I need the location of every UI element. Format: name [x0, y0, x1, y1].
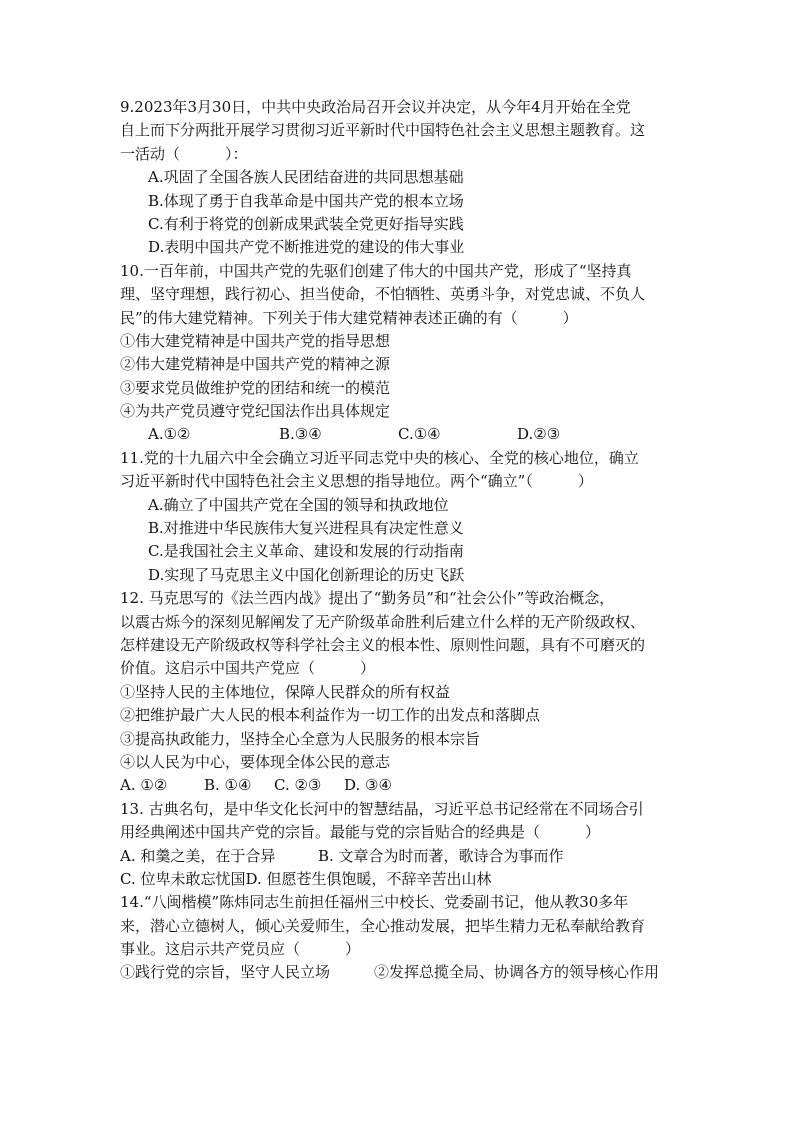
question-12-item-1: ①坚持人民的主体地位，保障人民群众的所有权益 — [120, 682, 451, 701]
question-11-stem-line: 习近平新时代中国特色社会主义思想的指导地位。两个“确立”（ ） — [120, 472, 593, 491]
question-9-stem-line: 自上而下分两批开展学习贯彻习近平新时代中国特色社会主义思想主题教育。这 — [120, 121, 646, 140]
question-12-item-3: ③提高执政能力，坚持全心全意为人民服务的根本宗旨 — [120, 729, 481, 748]
question-11-option-c: C.是我国社会主义革命、建设和发展的行动指南 — [148, 542, 464, 561]
question-13 — [120, 798, 680, 892]
question-10-item-1: ①伟大建党精神是中国共产党的指导思想 — [120, 331, 391, 350]
question-14 — [120, 891, 680, 985]
question-10-item-2: ②伟大建党精神是中国共产党的精神之源 — [120, 355, 391, 374]
question-9-stem-line: 9.2023年3月30日，中共中央政治局召开会议并决定，从今年4月开始在全党 — [120, 98, 631, 116]
question-10-choice-b: B.③④ — [279, 425, 322, 444]
question-13-choices-row — [120, 845, 680, 868]
question-10-choice-a: A.①② — [148, 425, 191, 444]
question-10-choice-c: C.①④ — [398, 425, 441, 444]
question-9-option-b: B.体现了勇于自我革命是中国共产党的根本立场 — [148, 191, 464, 210]
question-10-stem-line: 民”的伟大建党精神。下列关于伟大建党精神表述正确的有（ ） — [120, 308, 578, 327]
question-13-choice-b: B. 文章合为时而著，歌诗合为事而作 — [318, 846, 564, 865]
question-12-stem-line: 怎样建设无产阶级政权等科学社会主义的根本性、原则性问题，具有不可磨灭的 — [120, 635, 646, 654]
question-10-choices — [120, 423, 680, 446]
question-11-option-d: D.实现了马克思主义中国化创新理论的历史飞跃 — [148, 565, 465, 584]
question-10-stem-line: 理、坚守理想，践行初心、担当使命，不怕牺牲、英勇斗争，对党忠诚、不负人 — [120, 285, 646, 304]
question-12-choice-a: A. ①② — [120, 776, 168, 795]
question-11-option-a: A.确立了中国共产党在全国的领导和执政地位 — [148, 495, 449, 514]
question-9-option-d: D.表明中国共产党不断推进党的建设的伟大事业 — [148, 238, 465, 257]
question-14-stem-line: 事业。这启示共产党员应（ ） — [120, 940, 361, 959]
question-11 — [120, 447, 680, 587]
question-13-choices-row — [120, 868, 680, 891]
question-10-choice-d: D.②③ — [517, 425, 561, 444]
question-13-choice-a: A. 和羹之美，在于合异 — [120, 846, 276, 865]
question-list — [120, 96, 680, 985]
question-12-item-4: ④以人民为中心，要体现全体公民的意志 — [120, 752, 391, 771]
question-13-stem-line: 13. 古典名句，是中华文化长河中的智慧结晶，习近平总书记经常在不同场合引 — [120, 799, 644, 818]
question-12-item-2: ②把维护最广大人民的根本利益作为一切工作的出发点和落脚点 — [120, 706, 541, 725]
question-12-stem-line: 以震古烁今的深刻见解阐发了无产阶级革命胜利后建立什么样的无产阶级政权、 — [120, 612, 646, 631]
question-10-item-3: ③要求党员做维护党的团结和统一的模范 — [120, 378, 391, 397]
question-12-choice-b: B. ①④ — [204, 776, 252, 795]
question-10-stem-line: 10.一百年前，中国共产党的先驱们创建了伟大的中国共产党，形成了“坚持真 — [120, 261, 632, 280]
question-14-stem-line: 14.“八闽楷模”陈炜同志生前担任福州三中校长、党委副书记，他从教30多年 — [120, 893, 629, 912]
question-9-stem-line: 一活动（ ）： — [120, 144, 248, 163]
question-13-choice-c: C. 位卑未敢忘忧国 — [120, 869, 246, 888]
question-14-item-2: ②发挥总揽全局、协调各方的领导核心作用 — [374, 963, 660, 982]
question-14-items-row — [120, 961, 680, 984]
question-10 — [120, 260, 680, 447]
question-14-item-1: ①践行党的宗旨，坚守人民立场 — [120, 963, 331, 982]
question-14-stem-line: 来，潜心立德树人，倾心关爱师生，全心推动发展，把毕生精力无私奉献给教育 — [120, 916, 646, 935]
question-12-stem-line: 12. 马克思写的《法兰西内战》提出了“勤务员”和“社会公仆”等政治概念， — [120, 589, 615, 608]
question-12-choice-c: C. ②③ — [274, 776, 322, 795]
question-10-item-4: ④为共产党员遵守党纪国法作出具体规定 — [120, 402, 391, 421]
question-12-choices — [120, 774, 680, 797]
question-11-option-b: B.对推进中华民族伟大复兴进程具有决定性意义 — [148, 519, 464, 538]
question-13-choice-d: D. 但愿苍生俱饱暖，不辞辛苦出山林 — [245, 869, 492, 888]
question-9 — [120, 96, 680, 260]
question-9-option-a: A.巩固了全国各族人民团结奋进的共同思想基础 — [148, 168, 464, 187]
question-9-option-c: C.有利于将党的创新成果武装全党更好指导实践 — [148, 214, 464, 233]
question-12-choice-d: D. ③④ — [344, 776, 392, 795]
question-12-stem-line: 价值。这启示中国共产党应（ ） — [120, 659, 376, 678]
question-12 — [120, 587, 680, 798]
question-11-stem-line: 11.党的十九届六中全会确立习近平同志党中央的核心、全党的核心地位，确立 — [120, 448, 639, 467]
question-13-stem-line: 用经典阐述中国共产党的宗旨。最能与党的宗旨贴合的经典是（ ） — [120, 823, 601, 842]
